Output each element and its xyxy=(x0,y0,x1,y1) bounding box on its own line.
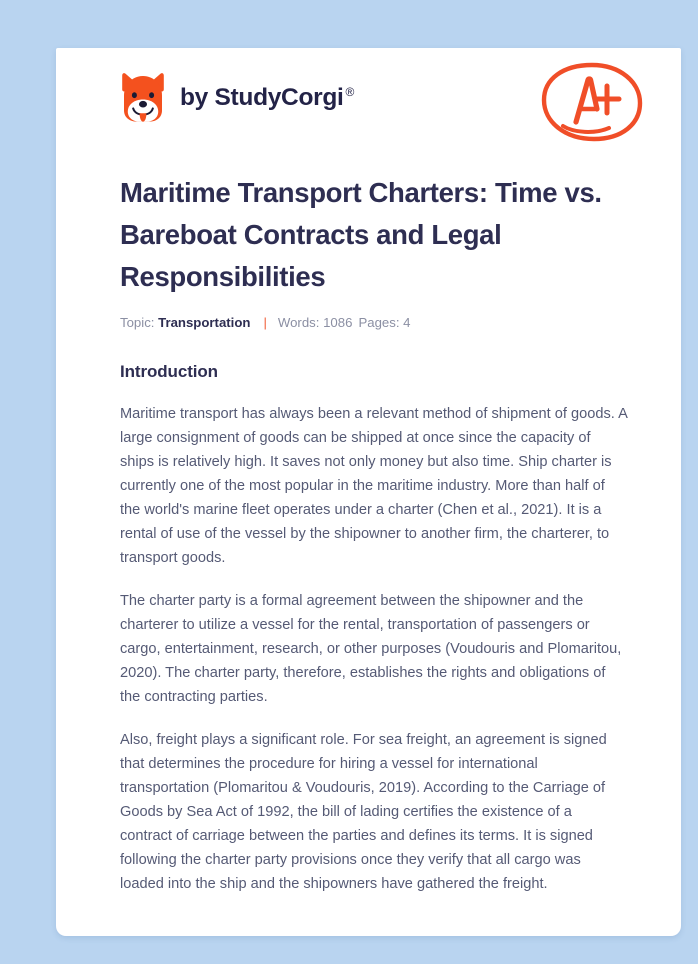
studycorgi-brand-logo[interactable] xyxy=(120,72,354,122)
document-metadata xyxy=(120,314,627,332)
registered-trademark-icon: ® xyxy=(345,84,355,99)
pages-value: 4 xyxy=(403,315,411,330)
meta-separator: | xyxy=(263,315,267,330)
document-page-card xyxy=(56,48,681,936)
a-plus-grade-badge-icon xyxy=(537,56,647,148)
brand-name xyxy=(180,83,355,111)
body-paragraph: Also, freight plays a significant role. For sea freight, an agreement is signed that determines the procedure for hiring a vessel for international transportation (Plomaritou & Voudouris, 2019). According to the Carriage of Goods by Sea Act of 1992, the bill of lading certifies the existence of a contract of carriage between the parties and defines its terms. It is signed following the charter party provisions once they verify that all cargo was loaded into the ship and the shipowners have gathered the freight. xyxy=(120,732,607,893)
body-paragraph: Maritime transport has always been a relevant method of shipment of goods. A large consignment of goods can be shipped at once since the capacity of ships is relatively high. It saves not only money but also time. Ship charter is currently one of the most popular in the maritime industry. More than half of the world's marine fleet operates under a charter (Chen et al., 2021). It is a rental of use of the vessel by the shipowner to another firm, the charterer, to transport goods. xyxy=(120,406,628,567)
body-paragraph: The charter party is a formal agreement between the shipowner and the charterer to utilize a vessel for the rental, transportation of passengers or cargo, entertainment, research, or other purposes (Voudouris and Plomaritou, 2020). The charter party, therefore, establishes the rights and obligations of the contracting parties. xyxy=(120,593,622,706)
words-value: 1086 xyxy=(323,315,353,330)
words-label: Words: xyxy=(277,315,320,330)
section-heading-introduction: Introduction xyxy=(120,362,218,382)
corgi-face-icon xyxy=(120,72,166,122)
pages-label: Pages: xyxy=(358,315,400,330)
document-body xyxy=(120,172,627,911)
brand-name-text: by StudyCorgi xyxy=(180,83,344,111)
topic-value[interactable]: Transportation xyxy=(158,315,251,330)
topic-label: Topic: xyxy=(120,315,155,330)
document-header xyxy=(56,48,681,158)
page-title: Maritime Transport Charters: Time vs. Bareboat Contracts and Legal Responsibilities xyxy=(120,177,602,292)
